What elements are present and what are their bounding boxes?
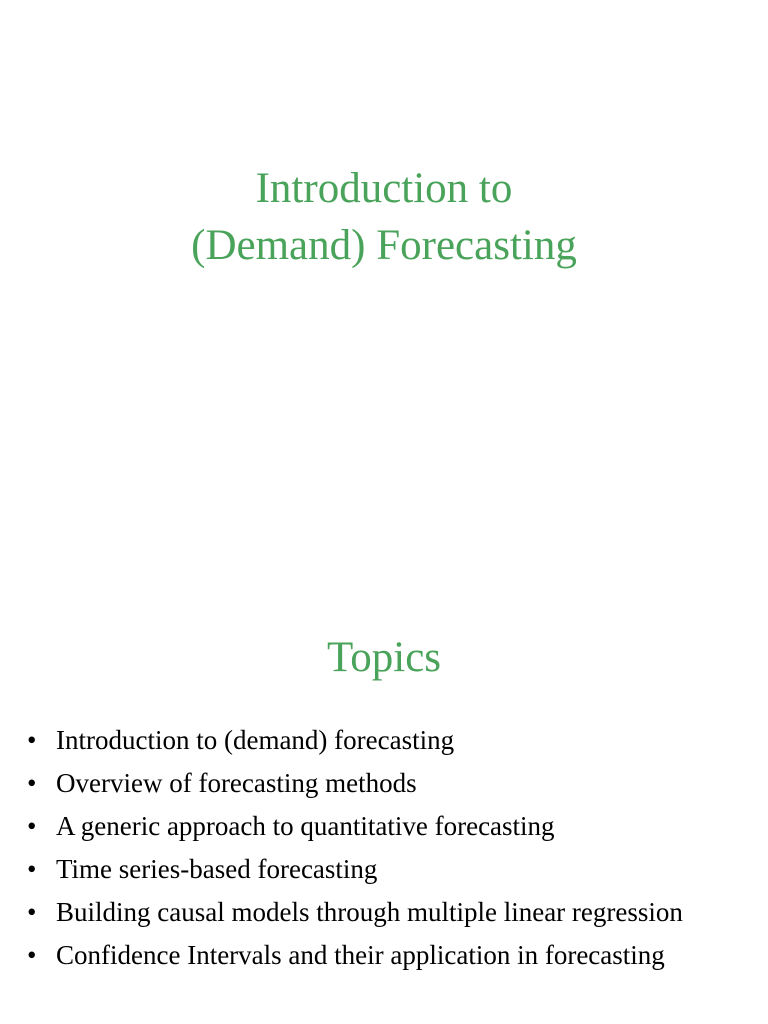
topic-text: Overview of forecasting methods xyxy=(56,768,417,798)
list-item xyxy=(0,894,768,930)
bullet-icon: • xyxy=(27,940,37,970)
topic-text: Introduction to (demand) forecasting xyxy=(56,725,455,755)
topic-text: Building causal models through multiple linear regression xyxy=(56,897,683,927)
topic-text: Time series-based forecasting xyxy=(56,854,378,884)
list-item xyxy=(0,722,768,758)
bullet-icon: • xyxy=(27,768,37,798)
topic-list xyxy=(0,722,768,980)
topics-heading: Topics xyxy=(326,634,442,681)
list-item xyxy=(0,937,768,973)
bullet-icon: • xyxy=(27,725,37,755)
slide-title-line-2: (Demand) Forecasting xyxy=(191,222,577,269)
list-item xyxy=(0,765,768,801)
bullet-icon: • xyxy=(27,897,37,927)
bullet-icon: • xyxy=(27,811,37,841)
topic-text: Confidence Intervals and their application in forecasting xyxy=(56,940,665,970)
bullet-icon: • xyxy=(27,854,37,884)
list-item xyxy=(0,851,768,887)
topic-text: A generic approach to quantitative forecasting xyxy=(56,811,555,841)
list-item xyxy=(0,808,768,844)
slide-title-line-1: Introduction to xyxy=(255,165,513,212)
slide-title xyxy=(0,160,768,274)
topics-slide xyxy=(0,512,768,1024)
